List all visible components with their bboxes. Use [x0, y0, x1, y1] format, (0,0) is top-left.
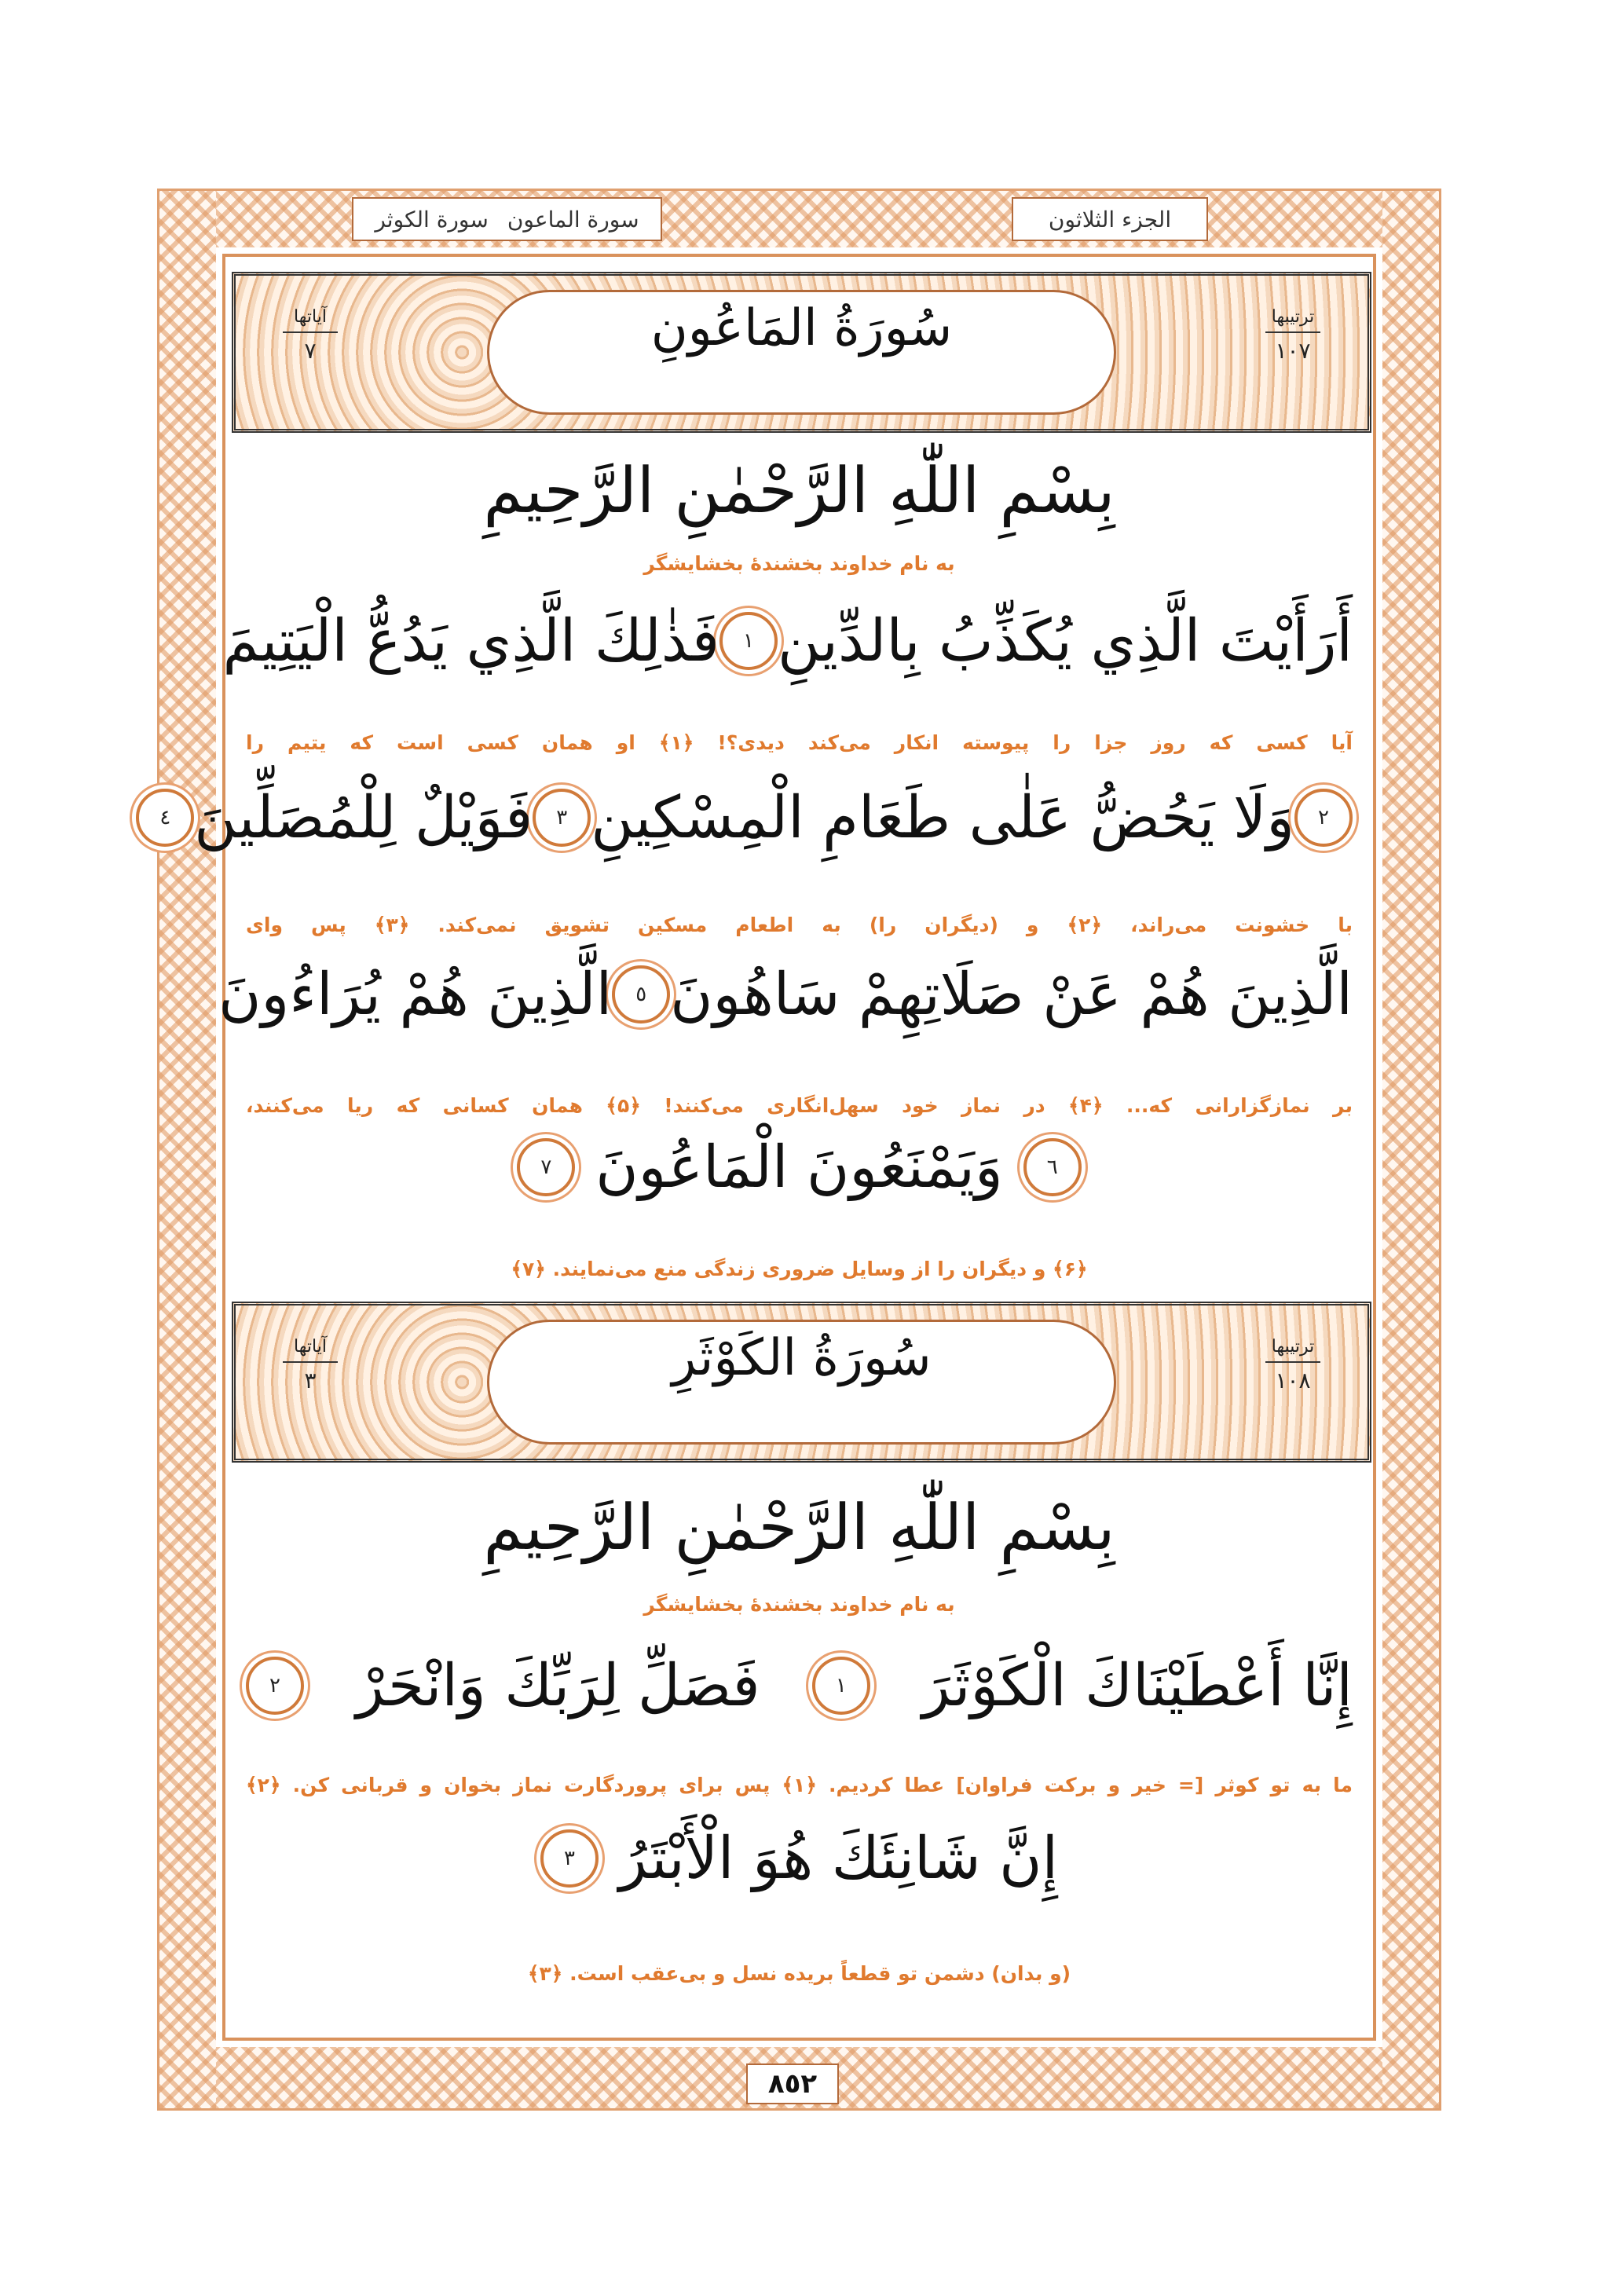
ayah-translation: بر نمازگزارانی که... ﴿۴﴾ در نماز خود سهل‌انگاری می‌کنند! ﴿۵﴾ همان کسانی که ریا می‌کنند، [246, 1094, 1353, 1117]
ayah-text: الَّذِينَ هُمْ عَنْ صَلَاتِهِمْ سَاهُونَ [670, 961, 1353, 1028]
divider [283, 331, 338, 333]
ayah-number-icon: ٦ [1023, 1138, 1082, 1196]
ayah-text: إِنَّا أَعْطَيْنَاكَ الْكَوْثَرَ [922, 1652, 1353, 1719]
order-value: ١٠٧ [1275, 338, 1311, 364]
page-number-text: ٨٥٢ [767, 2068, 818, 2100]
juz-title: الجزء الثلاثون [1048, 206, 1172, 233]
ayah-line [246, 1133, 1353, 1201]
divider [283, 1361, 338, 1363]
ayah-number-icon: ٥ [612, 965, 670, 1023]
header-surah-name: سورة الماعون [507, 206, 639, 233]
ayah-text: وَلَا يَحُضُّ عَلٰى طَعَامِ الْمِسْكِينِ [591, 784, 1294, 851]
order-label: ترتيبها [1271, 1337, 1315, 1357]
page-number [746, 2063, 839, 2104]
divider [1265, 331, 1320, 333]
ayat-label: آياتها [294, 307, 327, 327]
ayah-number-icon: ٣ [540, 1829, 599, 1888]
ayah-line [246, 1825, 1353, 1892]
basmala: بِسْمِ اللّٰهِ الرَّحْمٰنِ الرَّحِيمِ [483, 454, 1115, 527]
surah-order [1250, 1337, 1336, 1393]
basmala: بِسْمِ اللّٰهِ الرَّحْمٰنِ الرَّحِيمِ [483, 1491, 1115, 1564]
divider [1265, 1361, 1320, 1363]
ayah-line [218, 961, 1353, 1028]
surah-banner [232, 1302, 1371, 1463]
surah-title: سُورَةُ الكَوْثَرِ [672, 1329, 932, 1387]
ayah-number-icon: ٣ [533, 789, 591, 847]
ayah-number-icon: ١ [812, 1657, 870, 1715]
order-value: ١٠٨ [1275, 1368, 1311, 1393]
surah-order [1250, 307, 1336, 364]
ayah-number-icon: ١ [719, 612, 778, 670]
basmala-translation: به نام خداوند بخشندۀ بخشایشگر [643, 552, 955, 575]
ayah-text: أَرَأَيْتَ الَّذِي يُكَذِّبُ بِالدِّينِ [778, 607, 1353, 675]
surah-banner [232, 272, 1371, 433]
ayah-translation: (و بدان) دشمن تو قطعاً بریده نسل و بی‌عقب است. ﴿۳﴾ [527, 1962, 1071, 1985]
ayah-number-icon: ٢ [1294, 789, 1353, 847]
ayah-line [159, 784, 1353, 851]
ayah-text: فَذٰلِكَ الَّذِي يَدُعُّ الْيَتِيمَ [222, 607, 720, 675]
ayah-translation: ﴿۶﴾ و دیگران را از وسایل ضروری زندگی منع می‌نمایند. ﴿۷﴾ [511, 1258, 1088, 1280]
ayat-value: ٧ [304, 338, 317, 364]
surah-title: سُورَةُ المَاعُونِ [650, 299, 953, 357]
ayah-number-icon: ٢ [246, 1657, 304, 1715]
ayah-text: الَّذِينَ هُمْ يُرَاءُونَ [218, 961, 613, 1028]
surah-names-header [352, 197, 662, 241]
ayah-number-icon: ٤ [136, 789, 194, 847]
ayah-translation: با خشونت می‌راند، ﴿۲﴾ و (دیگران را) به اطعام مسکین تشویق نمی‌کند. ﴿۳﴾ پس وای [246, 914, 1353, 936]
ayat-label: آياتها [294, 1337, 327, 1357]
header-surah-name: سورة الكوثر [375, 206, 489, 233]
ayah-text: وَيَمْنَعُونَ الْمَاعُونَ [595, 1133, 1003, 1201]
ayah-number-icon: ٧ [517, 1138, 575, 1196]
ayat-value: ٣ [304, 1368, 317, 1393]
ayah-translation: آیا کسی که روز جزا را پیوسته انکار می‌کند دیدی؟! ﴿۱﴾ او همان کسی است که یتیم را [246, 731, 1353, 754]
page-frame [157, 189, 1441, 2111]
ayat-count [267, 1337, 353, 1393]
ayah-text: فَوَيْلٌ لِلْمُصَلِّينَ [194, 784, 533, 851]
ayat-count [267, 307, 353, 364]
ayah-line [246, 1652, 1353, 1719]
basmala-translation: به نام خداوند بخشندۀ بخشایشگر [643, 1593, 955, 1616]
ayah-text: فَصَلِّ لِرَبِّكَ وَانْحَرْ [356, 1652, 760, 1719]
order-label: ترتيبها [1271, 307, 1315, 327]
ayah-line [222, 607, 1353, 675]
ayah-text: إِنَّ شَانِئَكَ هُوَ الْأَبْتَرُ [618, 1825, 1059, 1892]
juz-header [1012, 197, 1208, 241]
ayah-translation: ما به تو کوثر [= خیر و برکت فراوان] عطا کردیم. ﴿۱﴾ پس برای پروردگارت نماز بخوان و قربانی کن. ﴿۲﴾ [246, 1774, 1353, 1796]
